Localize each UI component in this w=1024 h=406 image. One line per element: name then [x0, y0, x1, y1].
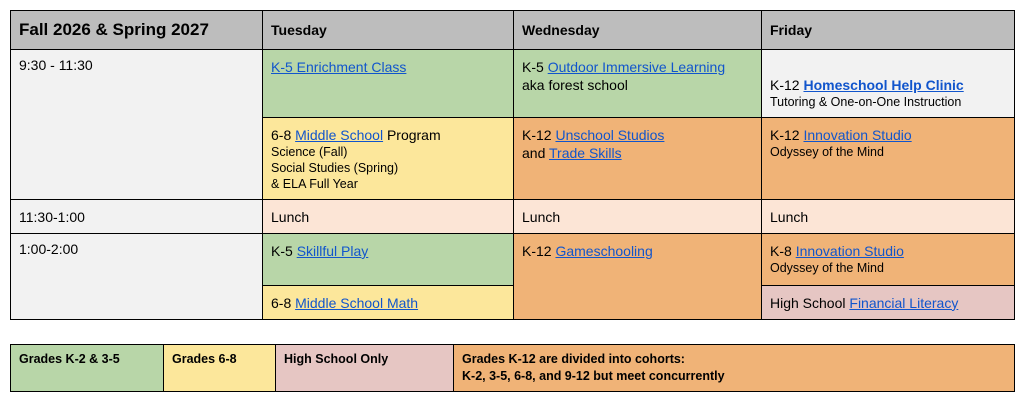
financial-literacy-link[interactable]: Financial Literacy [849, 294, 959, 311]
grade-prefix: High School [770, 294, 850, 311]
grade-prefix: K-12 [522, 127, 556, 143]
middle-school-link[interactable]: Middle School [295, 127, 384, 143]
homeschool-help-link[interactable]: Homeschool Help Clinic [803, 77, 964, 93]
lunch-wed: Lunch [514, 200, 762, 234]
cell-wed-pm [514, 234, 762, 320]
cell-fri-am1 [762, 50, 1015, 118]
and-text: and [522, 145, 549, 161]
header-row [11, 11, 1015, 50]
cell-wed-am2 [514, 118, 762, 200]
legend-6-8: Grades 6-8 [164, 345, 276, 392]
lunch-tue: Lunch [263, 200, 514, 234]
time-afternoon: 1:00-2:00 [11, 234, 263, 320]
cell-fri-pm1 [762, 234, 1015, 286]
legend-table [10, 344, 1015, 392]
social-studies-text: Social Studies (Spring) [271, 161, 399, 175]
k5-enrichment-link[interactable]: K-5 Enrichment Class [271, 59, 407, 75]
legend-row [11, 345, 1015, 392]
grade-prefix: K-5 [271, 243, 297, 259]
grade-prefix: K-12 [770, 127, 804, 143]
odyssey-text: Odyssey of the Mind [770, 145, 884, 159]
time-lunch: 11:30-1:00 [11, 200, 263, 234]
outdoor-learning-link[interactable]: Outdoor Immersive Learning [547, 59, 726, 75]
gameschooling-link[interactable]: Gameschooling [555, 243, 653, 259]
skillful-play-link[interactable]: Skillful Play [296, 243, 369, 259]
innovation-studio-link[interactable]: Innovation Studio [803, 127, 912, 143]
cell-tue-pm1 [263, 234, 514, 286]
grade-prefix: K-12 [770, 77, 804, 93]
grade-prefix: K-12 [522, 243, 556, 259]
cell-fri-pm2 [762, 286, 1015, 320]
lunch-fri: Lunch [762, 200, 1015, 234]
trade-skills-link[interactable]: Trade Skills [549, 145, 622, 161]
grade-prefix: K-5 [522, 59, 548, 75]
legend-k12-line2: K-2, 3-5, 6-8, and 9-12 but meet concurrently [462, 369, 725, 383]
legend-high-school: High School Only [276, 345, 454, 392]
tutoring-text: Tutoring & One-on-One Instruction [770, 95, 962, 109]
innovation-studio-pm-link[interactable]: Innovation Studio [795, 243, 904, 259]
science-text: Science (Fall) [271, 145, 348, 159]
day-wednesday: Wednesday [514, 11, 762, 50]
legend-k5: Grades K-2 & 3-5 [11, 345, 164, 392]
legend-k12 [454, 345, 1015, 392]
term-title: Fall 2026 & Spring 2027 [11, 11, 263, 50]
day-tuesday: Tuesday [263, 11, 514, 50]
cell-tue-pm2 [263, 286, 514, 320]
cell-tue-am1 [263, 50, 514, 118]
ela-text: & ELA Full Year [271, 177, 358, 191]
middle-school-math-link[interactable]: Middle School Math [295, 294, 419, 311]
cell-tue-am2 [263, 118, 514, 200]
odyssey-pm-text: Odyssey of the Mind [770, 261, 884, 275]
unschool-studios-link[interactable]: Unschool Studios [555, 127, 665, 143]
cell-wed-am1 [514, 50, 762, 118]
program-suffix: Program [383, 127, 441, 143]
day-friday: Friday [762, 11, 1015, 50]
forest-school-text: aka forest school [522, 77, 628, 93]
cell-fri-am2 [762, 118, 1015, 200]
row-lunch [11, 200, 1015, 234]
row-morning-1 [11, 50, 1015, 118]
time-morning: 9:30 - 11:30 [11, 50, 263, 200]
grade-prefix: 6-8 [271, 294, 296, 311]
grade-prefix: K-8 [770, 243, 796, 259]
row-afternoon-1 [11, 234, 1015, 286]
schedule-table [10, 10, 1015, 320]
legend-k12-line1: Grades K-12 are divided into cohorts: [462, 352, 685, 366]
grade-prefix: 6-8 [271, 127, 296, 143]
